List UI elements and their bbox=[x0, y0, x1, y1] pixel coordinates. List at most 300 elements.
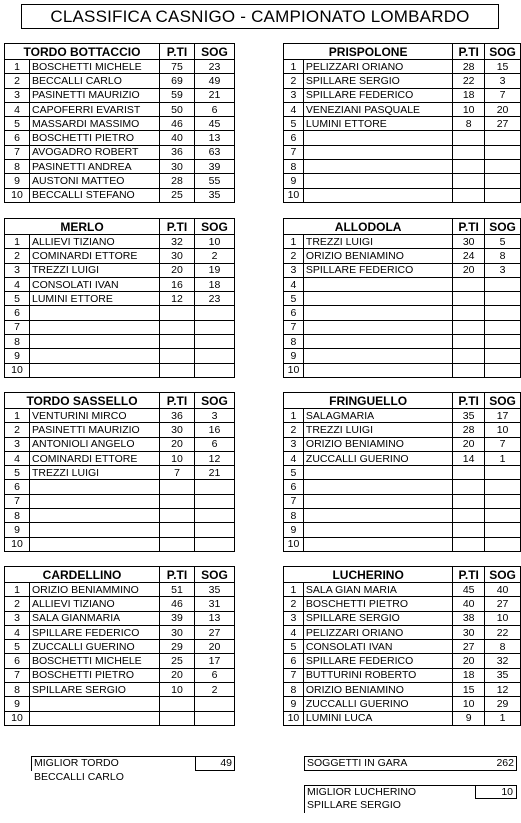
rank-cell: 6 bbox=[284, 131, 304, 145]
rank-cell: 7 bbox=[5, 320, 30, 334]
points-cell: 20 bbox=[453, 437, 485, 451]
points-cell: 32 bbox=[160, 235, 195, 249]
subjects-cell bbox=[485, 306, 521, 320]
table-row bbox=[284, 423, 521, 437]
table-row bbox=[5, 277, 235, 291]
competitor-name: PELIZZARI ORIANO bbox=[303, 60, 452, 74]
ranking-table bbox=[4, 218, 235, 378]
subjects-cell: 32 bbox=[485, 654, 521, 668]
rank-cell: 3 bbox=[5, 88, 30, 102]
competitor-name: TREZZI LUIGI bbox=[30, 466, 160, 480]
table-row bbox=[284, 537, 521, 551]
table-row bbox=[284, 145, 521, 159]
species-name: TORDO SASSELLO bbox=[5, 393, 160, 409]
table-row bbox=[284, 320, 521, 334]
competitor-name: SALAGMARIA bbox=[303, 409, 452, 423]
competitor-name bbox=[303, 292, 452, 306]
rank-cell: 3 bbox=[284, 88, 304, 102]
competitor-name: ORIZIO BENIAMINO bbox=[303, 249, 452, 263]
points-cell: 30 bbox=[453, 235, 485, 249]
points-cell: 50 bbox=[160, 102, 195, 116]
points-cell bbox=[453, 480, 485, 494]
table-row bbox=[284, 335, 521, 349]
subjects-cell: 16 bbox=[195, 423, 235, 437]
subjects-header: SOG bbox=[485, 44, 521, 60]
rank-cell: 10 bbox=[5, 363, 30, 377]
points-cell bbox=[453, 523, 485, 537]
table-row bbox=[5, 263, 235, 277]
points-cell: 15 bbox=[453, 683, 485, 697]
rank-cell: 1 bbox=[284, 60, 304, 74]
subjects-cell: 19 bbox=[195, 263, 235, 277]
subjects-cell bbox=[195, 349, 235, 363]
table-row bbox=[284, 668, 521, 682]
rank-cell: 10 bbox=[284, 363, 304, 377]
points-cell: 36 bbox=[160, 145, 195, 159]
points-cell bbox=[160, 523, 195, 537]
subjects-cell: 3 bbox=[485, 263, 521, 277]
subjects-header: SOG bbox=[195, 393, 235, 409]
competitor-name: BOSCHETTI PIETRO bbox=[30, 131, 160, 145]
rank-cell: 7 bbox=[284, 145, 304, 159]
points-cell: 69 bbox=[160, 74, 195, 88]
rank-cell: 8 bbox=[284, 160, 304, 174]
table-row bbox=[284, 102, 521, 116]
competitor-name: TREZZI LUIGI bbox=[303, 235, 452, 249]
table-row bbox=[284, 174, 521, 188]
subjects-cell: 39 bbox=[195, 160, 235, 174]
points-cell: 59 bbox=[160, 88, 195, 102]
points-cell: 18 bbox=[453, 88, 485, 102]
rank-cell: 8 bbox=[284, 335, 304, 349]
competitor-name: PASINETTI ANDREA bbox=[30, 160, 160, 174]
competitor-name: ZUCCALLI GUERINO bbox=[30, 640, 160, 654]
rank-cell: 3 bbox=[284, 263, 304, 277]
subjects-cell bbox=[195, 363, 235, 377]
points-cell bbox=[160, 320, 195, 334]
competitor-name bbox=[303, 523, 452, 537]
species-name: PRISPOLONE bbox=[284, 44, 453, 60]
competitor-name: SPILLARE SERGIO bbox=[30, 683, 160, 697]
points-cell bbox=[453, 160, 485, 174]
points-cell: 10 bbox=[160, 683, 195, 697]
subjects-header: SOG bbox=[485, 567, 521, 583]
table-row bbox=[284, 711, 521, 725]
competitor-name bbox=[30, 363, 160, 377]
points-cell bbox=[453, 335, 485, 349]
subjects-cell bbox=[485, 363, 521, 377]
competitor-name: ORIZIO BENIAMINO bbox=[303, 437, 452, 451]
rank-cell: 2 bbox=[284, 249, 304, 263]
points-cell bbox=[453, 131, 485, 145]
competitor-name bbox=[303, 145, 452, 159]
table-row bbox=[284, 697, 521, 711]
ranking-table bbox=[283, 43, 521, 203]
ranking-table bbox=[283, 566, 521, 726]
subjects-cell: 27 bbox=[485, 117, 521, 131]
table-row bbox=[284, 451, 521, 465]
table-row bbox=[5, 249, 235, 263]
ranking-table bbox=[4, 566, 235, 726]
subjects-cell bbox=[485, 188, 521, 202]
points-cell bbox=[453, 466, 485, 480]
subjects-cell: 17 bbox=[195, 654, 235, 668]
rank-cell: 5 bbox=[5, 117, 30, 131]
competitor-name bbox=[303, 363, 452, 377]
subjects-cell bbox=[195, 320, 235, 334]
subjects-cell: 10 bbox=[485, 611, 521, 625]
subjects-cell: 63 bbox=[195, 145, 235, 159]
competitor-name: LUMINI ETTORE bbox=[30, 292, 160, 306]
subjects-cell: 17 bbox=[485, 409, 521, 423]
competitor-name bbox=[303, 494, 452, 508]
subjects-cell bbox=[485, 494, 521, 508]
competitor-name: AVOGADRO ROBERT bbox=[30, 145, 160, 159]
subjects-cell bbox=[485, 537, 521, 551]
points-cell bbox=[453, 277, 485, 291]
points-cell: 46 bbox=[160, 597, 195, 611]
competitor-name: ALLIEVI TIZIANO bbox=[30, 597, 160, 611]
competitor-name: LUMINI LUCA bbox=[303, 711, 452, 725]
points-cell bbox=[453, 145, 485, 159]
subjects-cell: 7 bbox=[485, 88, 521, 102]
points-cell: 36 bbox=[160, 409, 195, 423]
table-row bbox=[284, 88, 521, 102]
rank-cell: 6 bbox=[5, 306, 30, 320]
competitor-name bbox=[303, 349, 452, 363]
table-header bbox=[284, 567, 521, 583]
rank-cell: 8 bbox=[284, 683, 304, 697]
table-row bbox=[284, 235, 521, 249]
table-row bbox=[5, 117, 235, 131]
rank-cell: 5 bbox=[5, 640, 30, 654]
competitor-name: BOSCHETTI MICHELE bbox=[30, 654, 160, 668]
competitor-name bbox=[30, 306, 160, 320]
subjects-cell bbox=[485, 320, 521, 334]
points-cell: 28 bbox=[160, 174, 195, 188]
subjects-cell: 45 bbox=[195, 117, 235, 131]
points-cell: 35 bbox=[453, 409, 485, 423]
competitor-name bbox=[30, 711, 160, 725]
competitor-name: COMINARDI ETTORE bbox=[30, 249, 160, 263]
points-cell: 40 bbox=[160, 131, 195, 145]
rank-cell: 6 bbox=[5, 480, 30, 494]
points-cell bbox=[160, 537, 195, 551]
table-row bbox=[5, 466, 235, 480]
best-siskin-value: 10 bbox=[501, 786, 513, 798]
table-row bbox=[5, 74, 235, 88]
competitor-name bbox=[303, 277, 452, 291]
subjects-cell bbox=[485, 131, 521, 145]
points-cell: 51 bbox=[160, 583, 195, 597]
competitor-name: PASINETTI MAURIZIO bbox=[30, 423, 160, 437]
subjects-cell: 35 bbox=[485, 668, 521, 682]
species-name: CARDELLINO bbox=[5, 567, 160, 583]
points-cell: 40 bbox=[453, 597, 485, 611]
table-row bbox=[284, 523, 521, 537]
subjects-header: SOG bbox=[195, 44, 235, 60]
subjects-cell bbox=[485, 349, 521, 363]
rank-cell: 10 bbox=[284, 188, 304, 202]
rank-cell: 10 bbox=[5, 711, 30, 725]
subjects-cell bbox=[485, 292, 521, 306]
competitor-name bbox=[303, 188, 452, 202]
table-row bbox=[5, 320, 235, 334]
points-cell: 9 bbox=[453, 711, 485, 725]
table-header bbox=[5, 567, 235, 583]
competitor-name: ORIZIO BENIAMMINO bbox=[30, 583, 160, 597]
table-header bbox=[5, 44, 235, 60]
subjects-cell: 35 bbox=[195, 583, 235, 597]
table-header bbox=[5, 219, 235, 235]
points-cell: 12 bbox=[160, 292, 195, 306]
points-cell: 20 bbox=[160, 668, 195, 682]
points-cell: 14 bbox=[453, 451, 485, 465]
competitor-name: LUMINI ETTORE bbox=[303, 117, 452, 131]
points-cell: 10 bbox=[453, 102, 485, 116]
rank-cell: 9 bbox=[5, 349, 30, 363]
points-cell: 20 bbox=[160, 263, 195, 277]
points-cell bbox=[453, 509, 485, 523]
competitor-name: ZUCCALLI GUERINO bbox=[303, 697, 452, 711]
subjects-cell bbox=[195, 480, 235, 494]
subjects-cell: 40 bbox=[485, 583, 521, 597]
subjects-cell: 55 bbox=[195, 174, 235, 188]
competitor-name: SPILLARE FEDERICO bbox=[303, 263, 452, 277]
subjects-header: SOG bbox=[195, 219, 235, 235]
competitor-name: ZUCCALLI GUERINO bbox=[303, 451, 452, 465]
rank-cell: 10 bbox=[5, 537, 30, 551]
competitor-name: TREZZI LUIGI bbox=[30, 263, 160, 277]
rank-cell: 1 bbox=[284, 583, 304, 597]
table-row bbox=[5, 292, 235, 306]
rank-cell: 1 bbox=[5, 409, 30, 423]
table-row bbox=[284, 509, 521, 523]
subjects-cell: 10 bbox=[195, 235, 235, 249]
points-cell bbox=[453, 320, 485, 334]
competitor-name: SPILLARE SERGIO bbox=[303, 611, 452, 625]
table-row bbox=[5, 451, 235, 465]
points-header: P.TI bbox=[453, 44, 485, 60]
rank-cell: 6 bbox=[284, 306, 304, 320]
table-row bbox=[5, 102, 235, 116]
subjects-cell bbox=[195, 494, 235, 508]
table-row bbox=[5, 640, 235, 654]
rank-cell: 1 bbox=[5, 235, 30, 249]
subjects-cell bbox=[485, 174, 521, 188]
points-cell bbox=[160, 480, 195, 494]
competitor-name: ORIZIO BENIAMINO bbox=[303, 683, 452, 697]
points-header: P.TI bbox=[160, 567, 195, 583]
rank-cell: 10 bbox=[5, 188, 30, 202]
rank-cell: 2 bbox=[5, 74, 30, 88]
competitor-name bbox=[30, 335, 160, 349]
table-header bbox=[284, 219, 521, 235]
points-cell bbox=[160, 335, 195, 349]
subjects-cell: 2 bbox=[195, 683, 235, 697]
table-row bbox=[5, 597, 235, 611]
points-cell: 27 bbox=[453, 640, 485, 654]
competitor-name: COMINARDI ETTORE bbox=[30, 451, 160, 465]
rank-cell: 1 bbox=[284, 409, 304, 423]
table-header bbox=[5, 393, 235, 409]
competitor-name: SALA GIAN MARIA bbox=[303, 583, 452, 597]
subjects-cell: 5 bbox=[485, 235, 521, 249]
table-row bbox=[5, 409, 235, 423]
points-header: P.TI bbox=[453, 393, 485, 409]
rank-cell: 7 bbox=[5, 494, 30, 508]
table-row bbox=[284, 683, 521, 697]
rank-cell: 4 bbox=[284, 451, 304, 465]
table-row bbox=[284, 466, 521, 480]
points-header: P.TI bbox=[160, 44, 195, 60]
rank-cell: 5 bbox=[284, 292, 304, 306]
points-cell: 24 bbox=[453, 249, 485, 263]
table-row bbox=[284, 494, 521, 508]
competitor-name bbox=[30, 523, 160, 537]
subjects-cell bbox=[195, 711, 235, 725]
rank-cell: 9 bbox=[5, 523, 30, 537]
subjects-cell: 8 bbox=[485, 640, 521, 654]
table-row bbox=[5, 668, 235, 682]
subjects-cell: 23 bbox=[195, 292, 235, 306]
table-row bbox=[5, 306, 235, 320]
page-title: CLASSIFICA CASNIGO - CAMPIONATO LOMBARDO bbox=[21, 4, 499, 29]
points-cell: 10 bbox=[160, 451, 195, 465]
competitor-name bbox=[30, 537, 160, 551]
species-name: MERLO bbox=[5, 219, 160, 235]
competitor-name: TREZZI LUIGI bbox=[303, 423, 452, 437]
table-row bbox=[284, 263, 521, 277]
points-header: P.TI bbox=[160, 393, 195, 409]
subjects-cell: 31 bbox=[195, 597, 235, 611]
points-cell bbox=[453, 292, 485, 306]
subjects-cell bbox=[485, 277, 521, 291]
rank-cell: 9 bbox=[284, 697, 304, 711]
rank-cell: 4 bbox=[5, 102, 30, 116]
ranking-table bbox=[283, 392, 521, 552]
points-cell: 20 bbox=[160, 437, 195, 451]
points-cell bbox=[453, 188, 485, 202]
competitor-name: BOSCHETTI MICHELE bbox=[30, 60, 160, 74]
table-row bbox=[5, 60, 235, 74]
points-cell: 20 bbox=[453, 263, 485, 277]
competitor-name: SPILLARE FEDERICO bbox=[303, 654, 452, 668]
subjects-cell: 3 bbox=[485, 74, 521, 88]
subjects-cell bbox=[485, 480, 521, 494]
table-row bbox=[5, 235, 235, 249]
subjects-cell: 20 bbox=[485, 102, 521, 116]
points-cell bbox=[160, 711, 195, 725]
table-row bbox=[5, 335, 235, 349]
rank-cell: 4 bbox=[284, 102, 304, 116]
table-row bbox=[284, 480, 521, 494]
points-cell: 28 bbox=[453, 60, 485, 74]
competitor-name: BECCALLI CARLO bbox=[30, 74, 160, 88]
subjects-cell: 1 bbox=[485, 451, 521, 465]
table-row bbox=[5, 437, 235, 451]
subjects-cell: 35 bbox=[195, 188, 235, 202]
competitor-name bbox=[30, 349, 160, 363]
subjects-cell: 21 bbox=[195, 88, 235, 102]
table-row bbox=[5, 523, 235, 537]
species-name: TORDO BOTTACCIO bbox=[5, 44, 160, 60]
competitor-name bbox=[303, 160, 452, 174]
rank-cell: 6 bbox=[5, 131, 30, 145]
table-header bbox=[284, 393, 521, 409]
points-cell bbox=[453, 349, 485, 363]
rank-cell: 4 bbox=[5, 277, 30, 291]
competitor-name: BOSCHETTI PIETRO bbox=[30, 668, 160, 682]
rank-cell: 10 bbox=[284, 537, 304, 551]
competitor-name: VENEZIANI PASQUALE bbox=[303, 102, 452, 116]
table-row bbox=[284, 188, 521, 202]
subjects-cell: 18 bbox=[195, 277, 235, 291]
table-header bbox=[284, 44, 521, 60]
competitor-name bbox=[303, 306, 452, 320]
competitor-name: AUSTONI MATTEO bbox=[30, 174, 160, 188]
table-row bbox=[284, 349, 521, 363]
rank-cell: 9 bbox=[5, 697, 30, 711]
ranking-table bbox=[4, 392, 235, 552]
rank-cell: 1 bbox=[5, 583, 30, 597]
points-cell bbox=[160, 306, 195, 320]
points-cell: 8 bbox=[453, 117, 485, 131]
rank-cell: 5 bbox=[5, 292, 30, 306]
points-cell bbox=[160, 494, 195, 508]
points-cell: 46 bbox=[160, 117, 195, 131]
points-cell bbox=[453, 494, 485, 508]
subjects-cell bbox=[195, 697, 235, 711]
points-cell: 75 bbox=[160, 60, 195, 74]
subjects-cell bbox=[485, 335, 521, 349]
rank-cell: 2 bbox=[5, 249, 30, 263]
competitor-name bbox=[30, 697, 160, 711]
competitor-name: CAPOFERRI EVARIST bbox=[30, 102, 160, 116]
rank-cell: 2 bbox=[284, 74, 304, 88]
rank-cell: 3 bbox=[284, 437, 304, 451]
table-row bbox=[5, 583, 235, 597]
best-siskin-label: MIGLIOR LUCHERINO bbox=[307, 786, 417, 798]
points-cell: 28 bbox=[453, 423, 485, 437]
points-cell: 7 bbox=[160, 466, 195, 480]
rank-cell: 8 bbox=[284, 509, 304, 523]
competitor-name bbox=[303, 131, 452, 145]
subjects-cell: 1 bbox=[485, 711, 521, 725]
table-row bbox=[5, 697, 235, 711]
competitor-name: SPILLARE FEDERICO bbox=[303, 88, 452, 102]
points-cell: 18 bbox=[453, 668, 485, 682]
table-row bbox=[5, 494, 235, 508]
table-row bbox=[5, 88, 235, 102]
subjects-label: SOGGETTI IN GARA bbox=[307, 757, 408, 769]
rank-cell: 9 bbox=[284, 523, 304, 537]
table-row bbox=[5, 537, 235, 551]
table-row bbox=[5, 654, 235, 668]
rank-cell: 2 bbox=[284, 423, 304, 437]
table-row bbox=[5, 349, 235, 363]
points-cell: 10 bbox=[453, 697, 485, 711]
subjects-header: SOG bbox=[485, 393, 521, 409]
points-cell: 38 bbox=[453, 611, 485, 625]
rank-cell: 8 bbox=[5, 683, 30, 697]
table-row bbox=[5, 160, 235, 174]
rank-cell: 8 bbox=[5, 335, 30, 349]
points-cell bbox=[453, 363, 485, 377]
rank-cell: 3 bbox=[5, 611, 30, 625]
competitor-name: CONSOLATI IVAN bbox=[30, 277, 160, 291]
table-row bbox=[284, 117, 521, 131]
